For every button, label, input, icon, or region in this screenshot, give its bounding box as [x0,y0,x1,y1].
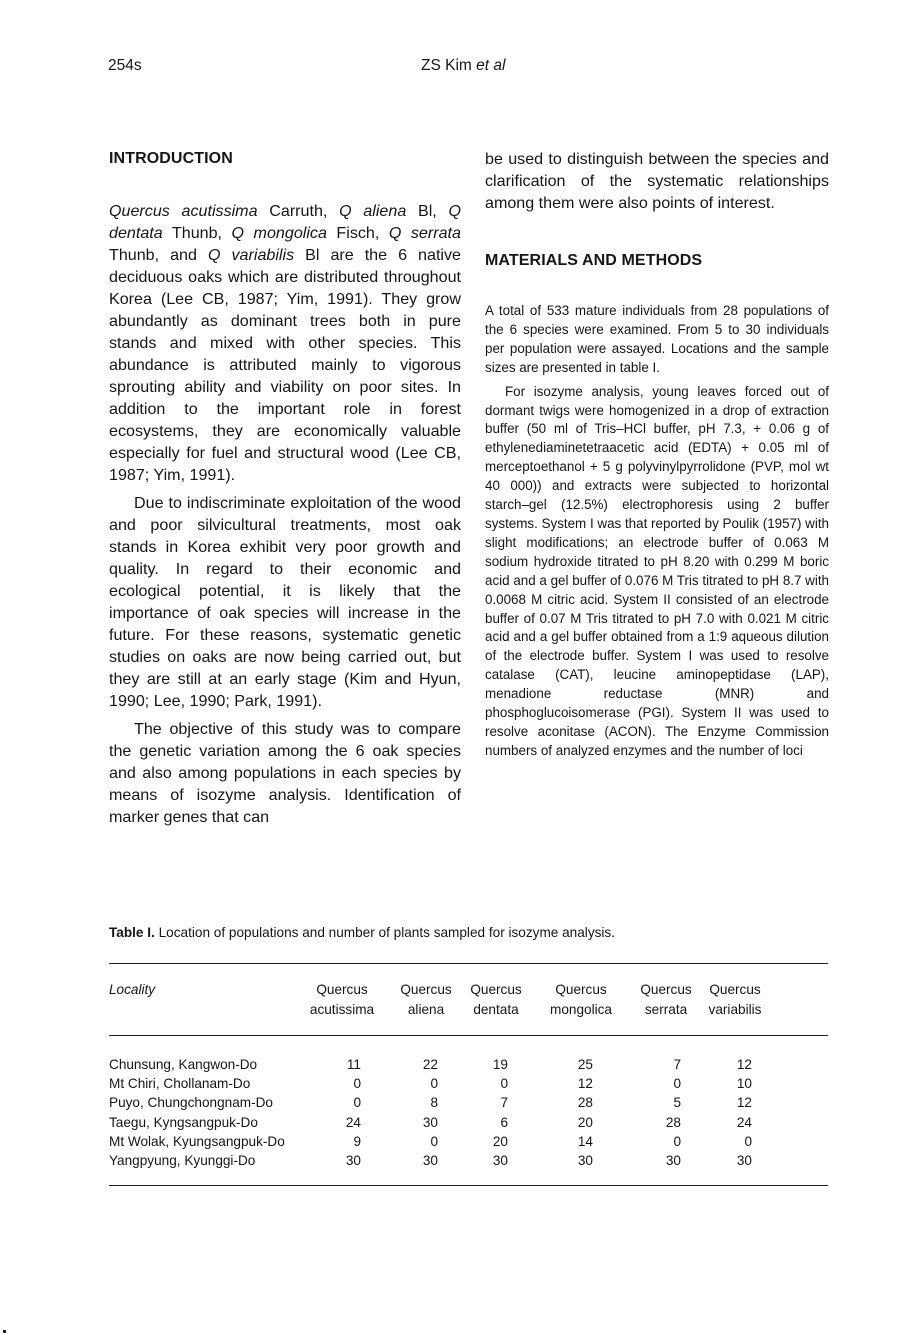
cell-locality: Taegu, Kyngsangpuk-Do [109,1114,258,1130]
running-head [421,57,505,75]
cell-locality: Mt Wolak, Kyungsangpuk-Do [109,1133,285,1149]
table-caption [109,925,615,940]
cell-value: 28 [577,1095,593,1111]
table-header-rule [109,1035,828,1036]
table-row [109,1132,828,1151]
column-header-line: Quercus [555,982,607,997]
cell-value: 11 [346,1057,361,1072]
running-head-etal: et al [476,57,506,74]
table-row [109,1074,828,1093]
table-bottom-rule [109,1185,828,1186]
species-name: Q variabilis [207,246,295,264]
table-body [109,1055,828,1170]
column-header [685,980,785,1020]
cell-value: 30 [422,1152,438,1168]
cell-value: 12 [577,1076,593,1092]
cell-value: 30 [577,1152,593,1168]
cell-value: 28 [665,1114,681,1130]
introduction-paragraph-3: The objective of this study was to compare the genetic variation among the 6 oak species and also among populations in each species by means of isozyme analysis. Identification of marker genes that can [109,720,461,826]
table-row [109,1093,828,1112]
column-header-line: mongolica [550,1002,612,1017]
materials-paragraph-2: For isozyme analysis, young leaves forced out of dormant twigs were homogenized in a drop of extraction buffer (50 ml of Tris–HCl buffer, pH 7.3, + 0.06 g of ethylenediaminetetraacetic acid (EDTA) + 0.05 ml of merceptoethanol + 5 g polyvinylpyrrolidone (PVP, mol wt 40 000)) and extracts were subjected to horizontal starch–gel (12.5%) electrophoresis using 2 buffer systems. System I was that reported by Poulik (1957) with slight modifications; an electrode buffer of 0.063 M sodium hydroxide titrated to pH 8.20 with 0.299 M boric acid and a gel buffer of 0.076 M Tris titrated to pH 8.7 with 0.0068 M citric acid. System II consisted of an electrode buffer of 0.07 M Tris titrated to pH 7.0 with 0.021 M citric acid and a gel buffer obtained from a 1:9 aqueous dilution of the electrode buffer. System I was used to resolve catalase (CAT), leucine aminopeptidase (LAP), menadione reductase (MNR) and phosphoglucoisomerase (PGI). System II was used to resolve aconitase (ACON). The Enzyme Commission numbers of analyzed enzymes and the number of loci [485,383,829,758]
species-name: Quercus acutissima [109,202,258,220]
left-column [109,148,461,828]
table-caption-text: Location of populations and number of plants sampled for isozyme analysis. [154,925,616,940]
table-top-rule [109,963,828,964]
cell-value: 22 [422,1057,438,1072]
materials-methods-heading: MATERIALS AND METHODS [485,252,703,269]
materials-paragraph-1: A total of 533 mature individuals from 28 populations of the 6 species were examined. From 5 to 30 individuals per population were assayed. Locations and the sample sizes are presented in table I. [485,303,829,375]
text-run: Thunb, and [109,246,208,264]
cell-value: 9 [353,1133,361,1149]
text-run: Carruth, [257,202,340,220]
introduction-paragraph-1 [109,200,461,486]
cell-value: 19 [492,1057,508,1072]
cell-value: 0 [353,1076,361,1092]
cell-value: 12 [736,1095,752,1111]
species-name: Q mongolica [231,224,327,242]
cell-value: 30 [422,1114,438,1130]
cell-value: 0 [353,1095,361,1111]
cell-locality: Puyo, Chungchongnam-Do [109,1095,273,1111]
cell-value: 24 [345,1114,361,1130]
column-header-line: variabilis [708,1002,762,1017]
column-header-locality: Locality [109,982,156,997]
materials-methods-body [485,302,829,761]
running-head-author: ZS Kim [421,57,477,74]
cell-value: 0 [673,1133,681,1149]
cell-value: 10 [736,1076,752,1092]
cell-value: 6 [500,1114,508,1130]
column-header-line: Quercus [470,982,522,997]
cell-locality: Yangpyung, Kyunggi-Do [109,1152,256,1168]
cell-value: 30 [736,1152,752,1168]
cell-value: 12 [736,1057,752,1072]
table-row [109,1113,828,1132]
page-number: 254s [108,57,142,74]
cell-value: 14 [577,1133,593,1149]
cell-value: 20 [492,1133,508,1149]
cell-value: 0 [430,1076,438,1092]
table-caption-label: Table I. [109,925,155,940]
cell-value: 0 [673,1076,681,1092]
cell-value: 30 [345,1152,361,1168]
cell-value: 7 [500,1095,508,1111]
column-header-line: serrata [644,1002,688,1017]
cell-locality: Chunsung, Kangwon-Do [109,1057,258,1072]
cell-value: 0 [430,1133,438,1149]
introduction-heading: INTRODUCTION [109,150,233,167]
column-header-line: Quercus [709,982,761,997]
cell-value: 0 [744,1133,752,1149]
cell-value: 20 [577,1114,593,1130]
column-header-line: Quercus [316,982,368,997]
cell-value: 24 [736,1114,752,1130]
text-run: Bl are the 6 native deciduous oaks which are distributed throughout Korea (Lee CB, 1987; Yim, 1991). They grow abundantly as dominant trees both in pure stands and mixed with other species. This abundance is attributed mainly to vigorous sprouting ability and viability on poor sites. In addition to the important role in forest ecosystems, they are economically valuable especially for fuel and structural wood (Lee CB, 1987; Yim, 1991). [109,246,461,484]
cell-locality: Mt Chiri, Chollanam-Do [109,1076,251,1092]
right-column [485,148,829,761]
table-row [109,1151,828,1170]
column-header-line: acutissima [309,1002,375,1017]
text-run: Fisch, [326,224,389,242]
column-header-line: dentata [473,1002,519,1017]
cell-value: 25 [577,1057,593,1072]
cell-value: 30 [492,1152,508,1168]
species-name: Q serrata [388,224,461,242]
text-run: Thunb, [162,224,232,242]
cell-value: 30 [665,1152,681,1168]
cell-value: 7 [673,1057,681,1072]
column-header-line: Quercus [640,982,692,997]
cell-value: 0 [500,1076,508,1092]
text-run: Bl, [406,202,449,220]
introduction-paragraph-2: Due to indiscriminate exploitation of the wood and poor silvicultural treatments, most oak stands in Korea exhibit very poor growth and quality. In regard to their economic and ecological potential, it is likely that the importance of oak species will increase in the future. For these reasons, systematic genetic studies on oaks are now being carried out, but they are still at an early stage (Kim and Hyun, 1990; Lee, 1990; Park, 1991). [109,494,461,710]
species-name: Q dentata [109,202,461,242]
species-name: Q aliena [339,202,407,220]
cell-value: 8 [430,1095,438,1111]
column-header-line: aliena [407,1002,445,1017]
cell-value: 5 [673,1095,681,1111]
column-header-line: Quercus [400,982,452,997]
introduction-paragraph-3-continued: be used to distinguish between the species and clarification of the systematic relationships among them were also points of interest. [485,150,829,212]
table-row [109,1055,828,1074]
